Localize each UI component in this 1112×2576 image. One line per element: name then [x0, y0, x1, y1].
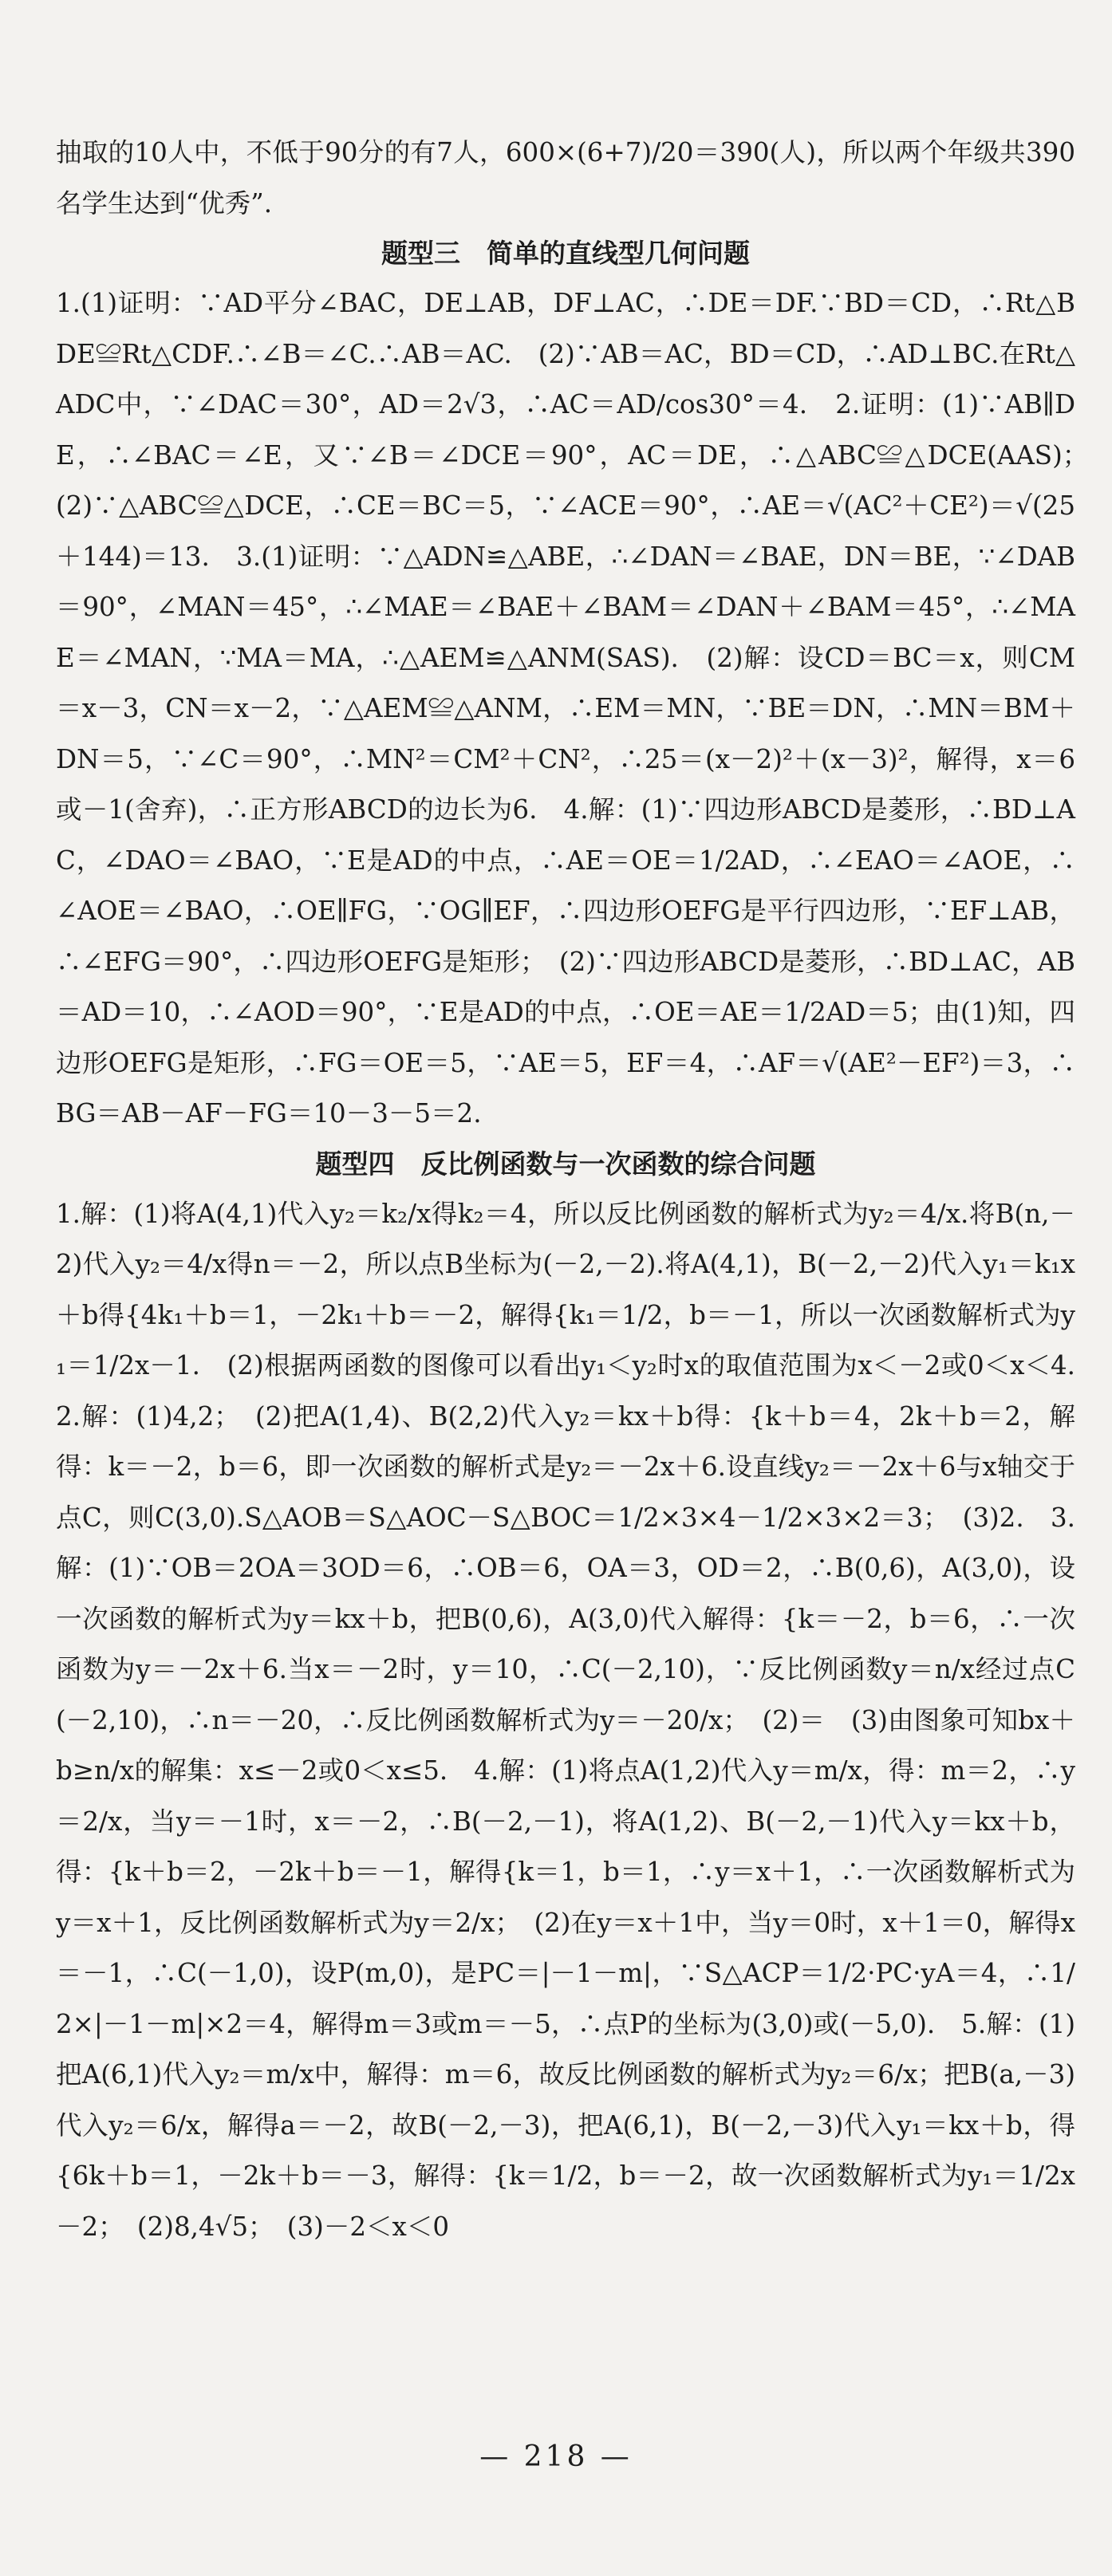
section-4-title: 题型四 反比例函数与一次函数的综合问题 [315, 1148, 816, 1180]
intro-paragraph: 抽取的10人中，不低于90分的有7人，600×(6+7)/20＝390(人)，所以两个年级共390名学生达到“优秀”. [56, 137, 1075, 219]
section-3-title: 题型三 简单的直线型几何问题 [381, 238, 750, 269]
section-3-body: 1.(1)证明：∵AD平分∠BAC，DE⊥AB，DF⊥AC，∴DE＝DF.∵BD＝CD，∴Rt△BDE≌Rt△CDF.∴∠B＝∠C.∴AB＝AC. (2)∵AB＝AC，BD＝CD，∴AD⊥BC.在Rt△ADC中，∵∠DAC＝30°，AD＝2√3，∴AC＝AD/cos30°＝4. 2.证明：(1)∵AB∥DE，∴∠BAC＝∠E，又∵∠B＝∠DCE＝90°，AC＝DE，∴△ABC≌△DCE(AAS)； (2)∵△ABC≌△DCE，∴CE＝BC＝5，∵∠ACE＝90°，∴AE＝√(AC²＋CE²)＝√(25＋144)＝13. 3.(1)证明：∵△ADN≌△ABE，∴∠DAN＝∠BAE，DN＝BE，∵∠DAB＝90°，∠MAN＝45°，∴∠MAE＝∠BAE＋∠BAM＝∠DAN＋∠BAM＝45°，∴∠MAE＝∠MAN，∵MA＝MA，∴△AEM≌△ANM(SAS). (2)解：设CD＝BC＝x，则CM＝x－3，CN＝x－2，∵△AEM≌△ANM，∴EM＝MN，∵BE＝DN，∴MN＝BM＋DN＝5，∵∠C＝90°，∴MN²＝CM²＋CN²，∴25＝(x－2)²＋(x－3)²，解得，x＝6或－1(舍弃)，∴正方形ABCD的边长为6. 4.解：(1)∵四边形ABCD是菱形，∴BD⊥AC，∠DAO＝∠BAO，∵E是AD的中点，∴AE＝OE＝1/2AD，∴∠EAO＝∠AOE，∴∠AOE＝∠BAO，∴OE∥FG，∵OG∥EF，∴四边形OEFG是平行四边形，∵EF⊥AB，∴∠EFG＝90°，∴四边形OEFG是矩形； (2)∵四边形ABCD是菱形，∴BD⊥AC，AB＝AD＝10，∴∠AOD＝90°，∵E是AD的中点，∴OE＝AE＝1/2AD＝5；由(1)知，四边形OEFG是矩形，∴FG＝OE＝5，∵AE＝5，EF＝4，∴AF＝√(AE²－EF²)＝3，∴BG＝AB－AF－FG＝10－3－5＝2. [56, 288, 1102, 1128]
page-number: — 218 — [479, 2440, 633, 2473]
section-4-body: 1.解：(1)将A(4,1)代入y₂＝k₂/x得k₂＝4，所以反比例函数的解析式为y₂＝4/x.将B(n,－2)代入y₂＝4/x得n＝－2，所以点B坐标为(－2,－2).将A(4,1)，B(－2,－2)代入y₁＝k₁x＋b得{4k₁＋b＝1，－2k₁＋b＝－2，解得{k₁＝1/2，b＝－1，所以一次函数解析式为y₁＝1/2x－1. (2)根据两函数的图像可以看出y₁＜y₂时x的取值范围为x＜－2或0＜x＜4. 2.解：(1)4,2； (2)把A(1,4)、B(2,2)代入y₂＝kx＋b得：{k＋b＝4，2k＋b＝2，解得：k＝－2，b＝6，即一次函数的解析式是y₂＝－2x＋6.设直线y₂＝－2x＋6与x轴交于点C，则C(3,0).S△AOB＝S△AOC－S△BOC＝1/2×3×4－1/2×3×2＝3； (3)2. 3.解：(1)∵OB＝2OA＝3OD＝6，∴OB＝6，OA＝3，OD＝2，∴B(0,6)，A(3,0)，设一次函数的解析式为y＝kx＋b，把B(0,6)，A(3,0)代入解得：{k＝－2，b＝6，∴一次函数为y＝－2x＋6.当x＝－2时，y＝10，∴C(－2,10)，∵反比例函数y＝n/x经过点C(－2,10)，∴n＝－20，∴反比例函数解析式为y＝－20/x； (2)＝ (3)由图象可知bx＋b≥n/x的解集：x≤－2或0＜x≤5. 4.解：(1)将点A(1,2)代入y＝m/x，得：m＝2，∴y＝2/x，当y＝－1时，x＝－2，∴B(－2,－1)，将A(1,2)、B(－2,－1)代入y＝kx＋b，得：{k＋b＝2，－2k＋b＝－1，解得{k＝1，b＝1，∴y＝x＋1，∴一次函数解析式为y＝x＋1，反比例函数解析式为y＝2/x； (2)在y＝x＋1中，当y＝0时，x＋1＝0，解得x＝－1，∴C(－1,0)，设P(m,0)，是PC＝|－1－m|，∵S△ACP＝1/2·PC·yA＝4，∴1/2×|－1－m|×2＝4，解得m＝3或m＝－5，∴点P的坐标为(3,0)或(－5,0). 5.解：(1)把A(6,1)代入y₂＝m/x中，解得：m＝6，故反比例函数的解析式为y₂＝6/x；把B(a,－3)代入y₂＝6/x，解得a＝－2，故B(－2,－3)，把A(6,1)，B(－2,－3)代入y₁＝kx＋b，得{6k＋b＝1，－2k＋b＝－3，解得：{k＝1/2，b＝－2，故一次函数解析式为y₁＝1/2x－2； (2)8,4√5； (3)－2＜x＜0 [56, 1198, 1102, 2242]
